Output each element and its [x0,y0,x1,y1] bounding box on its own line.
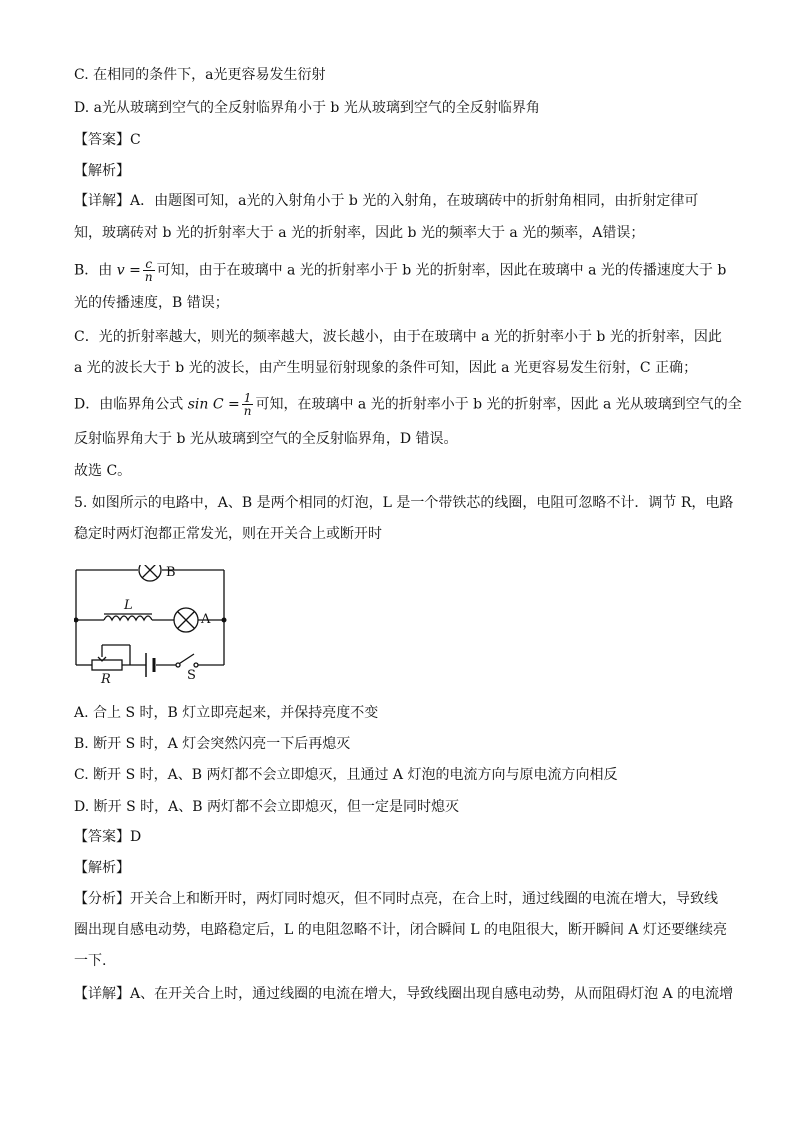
label-r: R [101,672,111,685]
prev-detail-d-line1 [74,392,742,417]
q5-analysis-line1: 【分析】开关合上和断开时，两灯同时熄灭，但不同时点亮，在合上时，通过线圈的电流在增大，导致线 [74,891,718,907]
label-a: A [201,612,211,627]
label-b: B [166,565,176,580]
detail-b-suffix: 可知，由于在玻璃中 a 光的折射率小于 b 光的折射率，因此在玻璃中 a 光的传播速度大于 b [156,262,727,279]
q5-detail-line1: 【详解】A、在开关合上时，通过线圈的电流在增大，导致线圈出现自感电动势，从而阻碍灯泡 A 的电流增 [74,986,734,1002]
prev-analysis-label: 【解析】 [74,163,130,179]
detail-d-suffix: 可知，在玻璃中 a 光的折射率小于 b 光的折射率，因此 a 光从玻璃到空气的全 [255,396,742,413]
prev-detail-c-line1: C．光的折射率越大，则光的频率越大，波长越小，由于在玻璃中 a 光的折射率小于 b 光的折射率，因此 [74,329,722,345]
critical-angle-fraction-num: 1 [242,392,254,405]
detail-d-formula-lhs: sin C = [187,396,240,413]
prev-conclusion: 故选 C。 [74,463,132,479]
prev-detail-c-line2: a 光的波长大于 b 光的波长，由产生明显衍射现象的条件可知，因此 a 光更容易发生衍射，C 正确； [74,360,698,376]
prev-detail-d-line2: 反射临界角大于 b 光从玻璃到空气的全反射临界角，D 错误。 [74,431,458,447]
junction-dot [74,618,79,623]
detail-b-prefix: B．由 [74,262,113,279]
junction-dot [222,618,227,623]
lamp-b-icon [139,565,161,581]
switch-icon [176,654,198,667]
critical-angle-fraction [242,392,254,417]
prev-detail-a-line2: 知，玻璃砖对 b 光的折射率大于 a 光的折射率，因此 b 光的频率大于 a 光的频率，A错误； [74,225,645,241]
battery-icon [146,653,154,677]
q5-option-d: D. 断开 S 时，A、B 两灯都不会立即熄灭，但一定是同时熄灭 [74,799,459,815]
q5-option-b: B. 断开 S 时，A 灯会突然闪亮一下后再熄灭 [74,736,351,752]
q5-option-a: A. 合上 S 时，B 灯立即亮起来，并保持亮度不变 [74,705,379,721]
prev-answer: 【答案】C [74,132,141,148]
detail-d-prefix: D．由临界角公式 [74,396,184,413]
q5-answer: 【答案】D [74,829,142,845]
q5-option-c: C. 断开 S 时，A、B 两灯都不会立即熄灭，且通过 A 灯泡的电流方向与原电流方向相反 [74,767,618,783]
inductor-coil-icon [104,616,152,620]
circuit-diagram [74,565,234,685]
q5-analysis-label: 【解析】 [74,860,130,876]
critical-angle-fraction-den: n [243,404,252,418]
lamp-a-icon [174,608,198,632]
q5-analysis-line2: 圈出现自感电动势，电路稳定后，L 的电阻忽略不计，闭合瞬间 L 的电阻很大，断开瞬间 A 灯还要继续亮 [74,922,727,938]
q5-analysis-line3: 一下. [74,953,107,969]
velocity-fraction-den: n [144,270,153,284]
prev-option-d: D. a光从玻璃到空气的全反射临界角小于 b 光从玻璃到空气的全反射临界角 [74,100,540,116]
q5-stem-line1: 5. 如图所示的电路中，A、B 是两个相同的灯泡，L 是一个带铁芯的线圈，电阻可忽略不计．调节 R，电路 [74,495,734,511]
label-s: S [187,668,196,683]
label-l: L [124,598,133,613]
detail-b-formula-lhs: v = [116,262,141,279]
velocity-fraction [143,258,155,283]
velocity-fraction-num: c [143,258,155,271]
q5-stem-line2: 稳定时两灯泡都正常发光，则在开关合上或断开时 [74,526,382,542]
rheostat-icon [92,645,130,670]
prev-detail-b-line1 [74,258,726,283]
prev-detail-a-line1: 【详解】A．由题图可知，a光的入射角小于 b 光的入射角，在玻璃砖中的折射角相同，由折射定律可 [74,193,699,209]
prev-detail-b-line2: 光的传播速度，B 错误； [74,295,229,311]
prev-option-c: C. 在相同的条件下，a光更容易发生衍射 [74,67,326,83]
